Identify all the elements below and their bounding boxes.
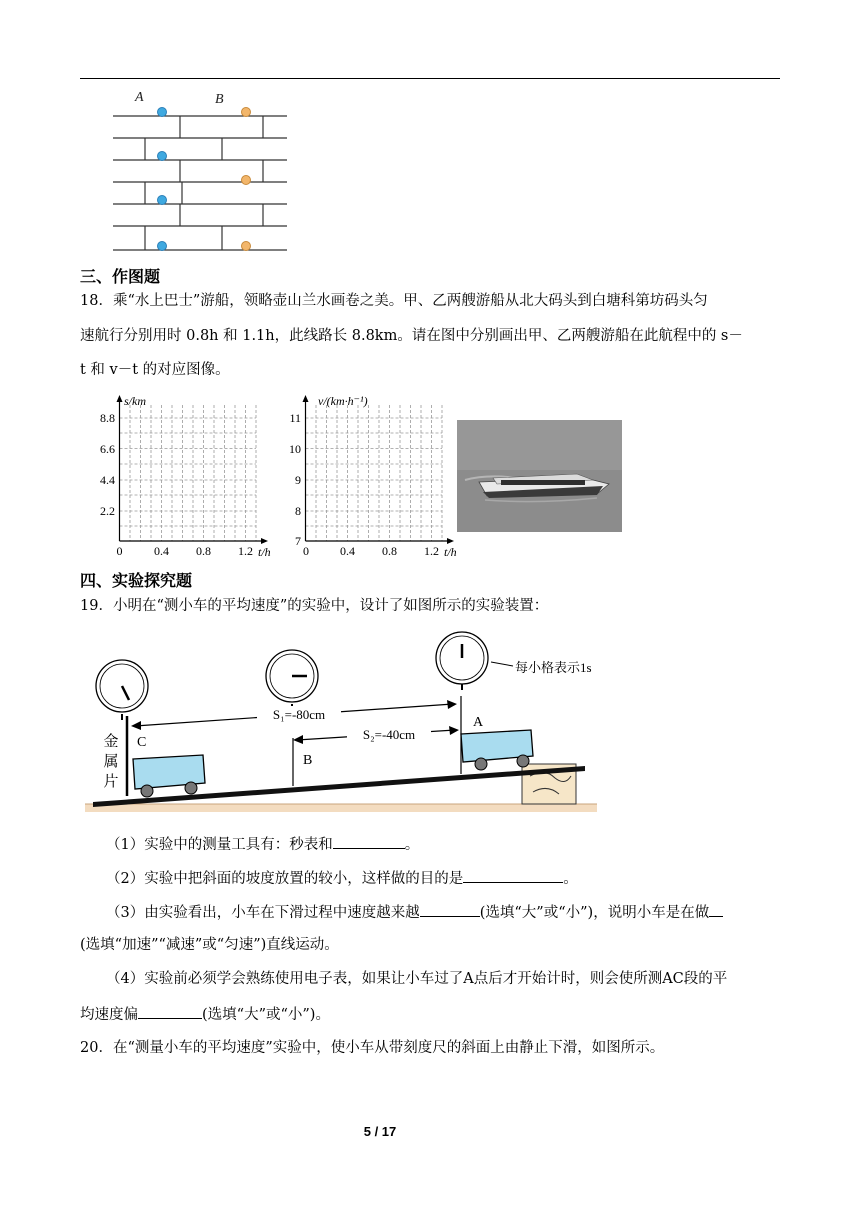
point-c-label: C <box>137 735 147 750</box>
brick-label-b: B <box>215 92 224 107</box>
st-y-axis-label: s/km <box>124 394 146 408</box>
st-xtick: 0 <box>116 544 123 558</box>
incline-apparatus-figure <box>85 626 645 818</box>
q18-line3: t 和 v－t 的对应图像。 <box>80 362 230 378</box>
vt-graph <box>282 393 462 563</box>
q19-part1-text: （1）实验中的测量工具有：秒表和 <box>106 837 333 853</box>
q19-part2-end: 。 <box>563 871 578 887</box>
point-b-label: B <box>303 753 313 768</box>
metal-strip-label: 属 <box>103 754 119 770</box>
q19-part4-line2-text: 均速度偏 <box>80 1007 138 1023</box>
q18-line1: 18．乘“水上巴士”游船，领略壶山兰水画卷之美。甲、乙两艘游船从北大码头到白塘科第坊码头匀 <box>80 293 708 309</box>
st-ytick: 8.8 <box>100 411 115 425</box>
vt-xtick: 0.4 <box>340 544 355 558</box>
vt-x-axis-label: t/h <box>444 545 457 559</box>
vt-ytick: 11 <box>289 411 301 425</box>
st-graph <box>95 393 275 563</box>
answer-blank <box>463 868 563 883</box>
q19-part4-line2 <box>80 1004 330 1024</box>
q19-part3-line2: (选填“加速”“减速”或“匀速”)直线运动。 <box>80 937 339 953</box>
vt-xtick: 0.8 <box>382 544 397 558</box>
header-rule <box>80 78 780 79</box>
st-ytick: 2.2 <box>100 504 115 518</box>
cart-icon <box>461 730 533 770</box>
metal-strip-label: 金 <box>103 734 119 750</box>
st-ytick: 4.4 <box>100 473 115 487</box>
q19-part3-text: （3）由实验看出，小车在下滑过程中速度越来越 <box>106 905 420 921</box>
vt-ytick: 7 <box>295 534 301 548</box>
cart-icon <box>133 755 205 797</box>
metal-strip-label: 片 <box>103 774 119 790</box>
stopwatch-icon <box>266 650 318 710</box>
stopwatch-icon <box>436 632 488 690</box>
s2-label: S₂=-40cm <box>362 727 416 742</box>
st-ytick: 6.6 <box>100 442 115 456</box>
answer-blank <box>138 1004 202 1019</box>
point-a-label: A <box>473 715 484 730</box>
answer-blank <box>333 834 405 849</box>
st-xtick: 1.2 <box>238 544 253 558</box>
apparatus-legend: 每小格表示1s <box>515 660 592 675</box>
boat-photo <box>457 420 622 532</box>
answer-blank <box>709 902 723 917</box>
vt-xtick: 1.2 <box>424 544 439 558</box>
section-title-drawing: 三、作图题 <box>80 267 161 286</box>
q19-intro: 19．小明在“测小车的平均速度”的实验中，设计了如图所示的实验装置： <box>80 598 549 614</box>
answer-blank <box>420 902 480 917</box>
q19-part1 <box>106 834 419 854</box>
q19-part2-text: （2）实验中把斜面的坡度放置的较小，这样做的目的是 <box>106 871 464 887</box>
q20-text: 20．在“测量小车的平均速度”实验中，使小车从带刻度尺的斜面上由静止下滑，如图所示。 <box>80 1040 665 1056</box>
q19-part1-end: 。 <box>404 837 420 853</box>
s1-label: S₁=-80cm <box>272 707 326 722</box>
stopwatch-icon <box>96 660 148 720</box>
q18-line2: 速航行分别用时 0.8h 和 1.1h，此线路长 8.8km。请在图中分别画出甲、乙两艘游船在此航程中的 s－ <box>80 328 743 344</box>
vt-ytick: 9 <box>295 473 301 487</box>
page-number: 5 / 17 <box>363 1124 397 1139</box>
q19-part3-mid: (选填“大”或“小”)，说明小车是在做 <box>479 905 710 921</box>
st-xtick: 0.8 <box>196 544 211 558</box>
q19-part4: （4）实验前必须学会熟练使用电子表，如果让小车过了A点后才开始计时，则会使所测AC段的平 <box>106 971 728 987</box>
brick-label-a: A <box>135 90 144 105</box>
st-x-axis-label: t/h <box>258 545 271 559</box>
vt-ytick: 10 <box>289 442 301 456</box>
vt-xtick: 0 <box>303 544 309 558</box>
q19-part3 <box>106 902 723 922</box>
q19-part4-line2-end: (选填“大”或“小”)。 <box>202 1007 330 1023</box>
vt-y-axis-label: v/(km·h⁻¹) <box>318 394 368 408</box>
q19-part2 <box>106 868 578 888</box>
section-title-experiment: 四、实验探究题 <box>80 571 193 590</box>
st-xtick: 0.4 <box>154 544 169 558</box>
vt-ytick: 8 <box>295 504 301 518</box>
brick-wall-figure <box>105 86 295 262</box>
